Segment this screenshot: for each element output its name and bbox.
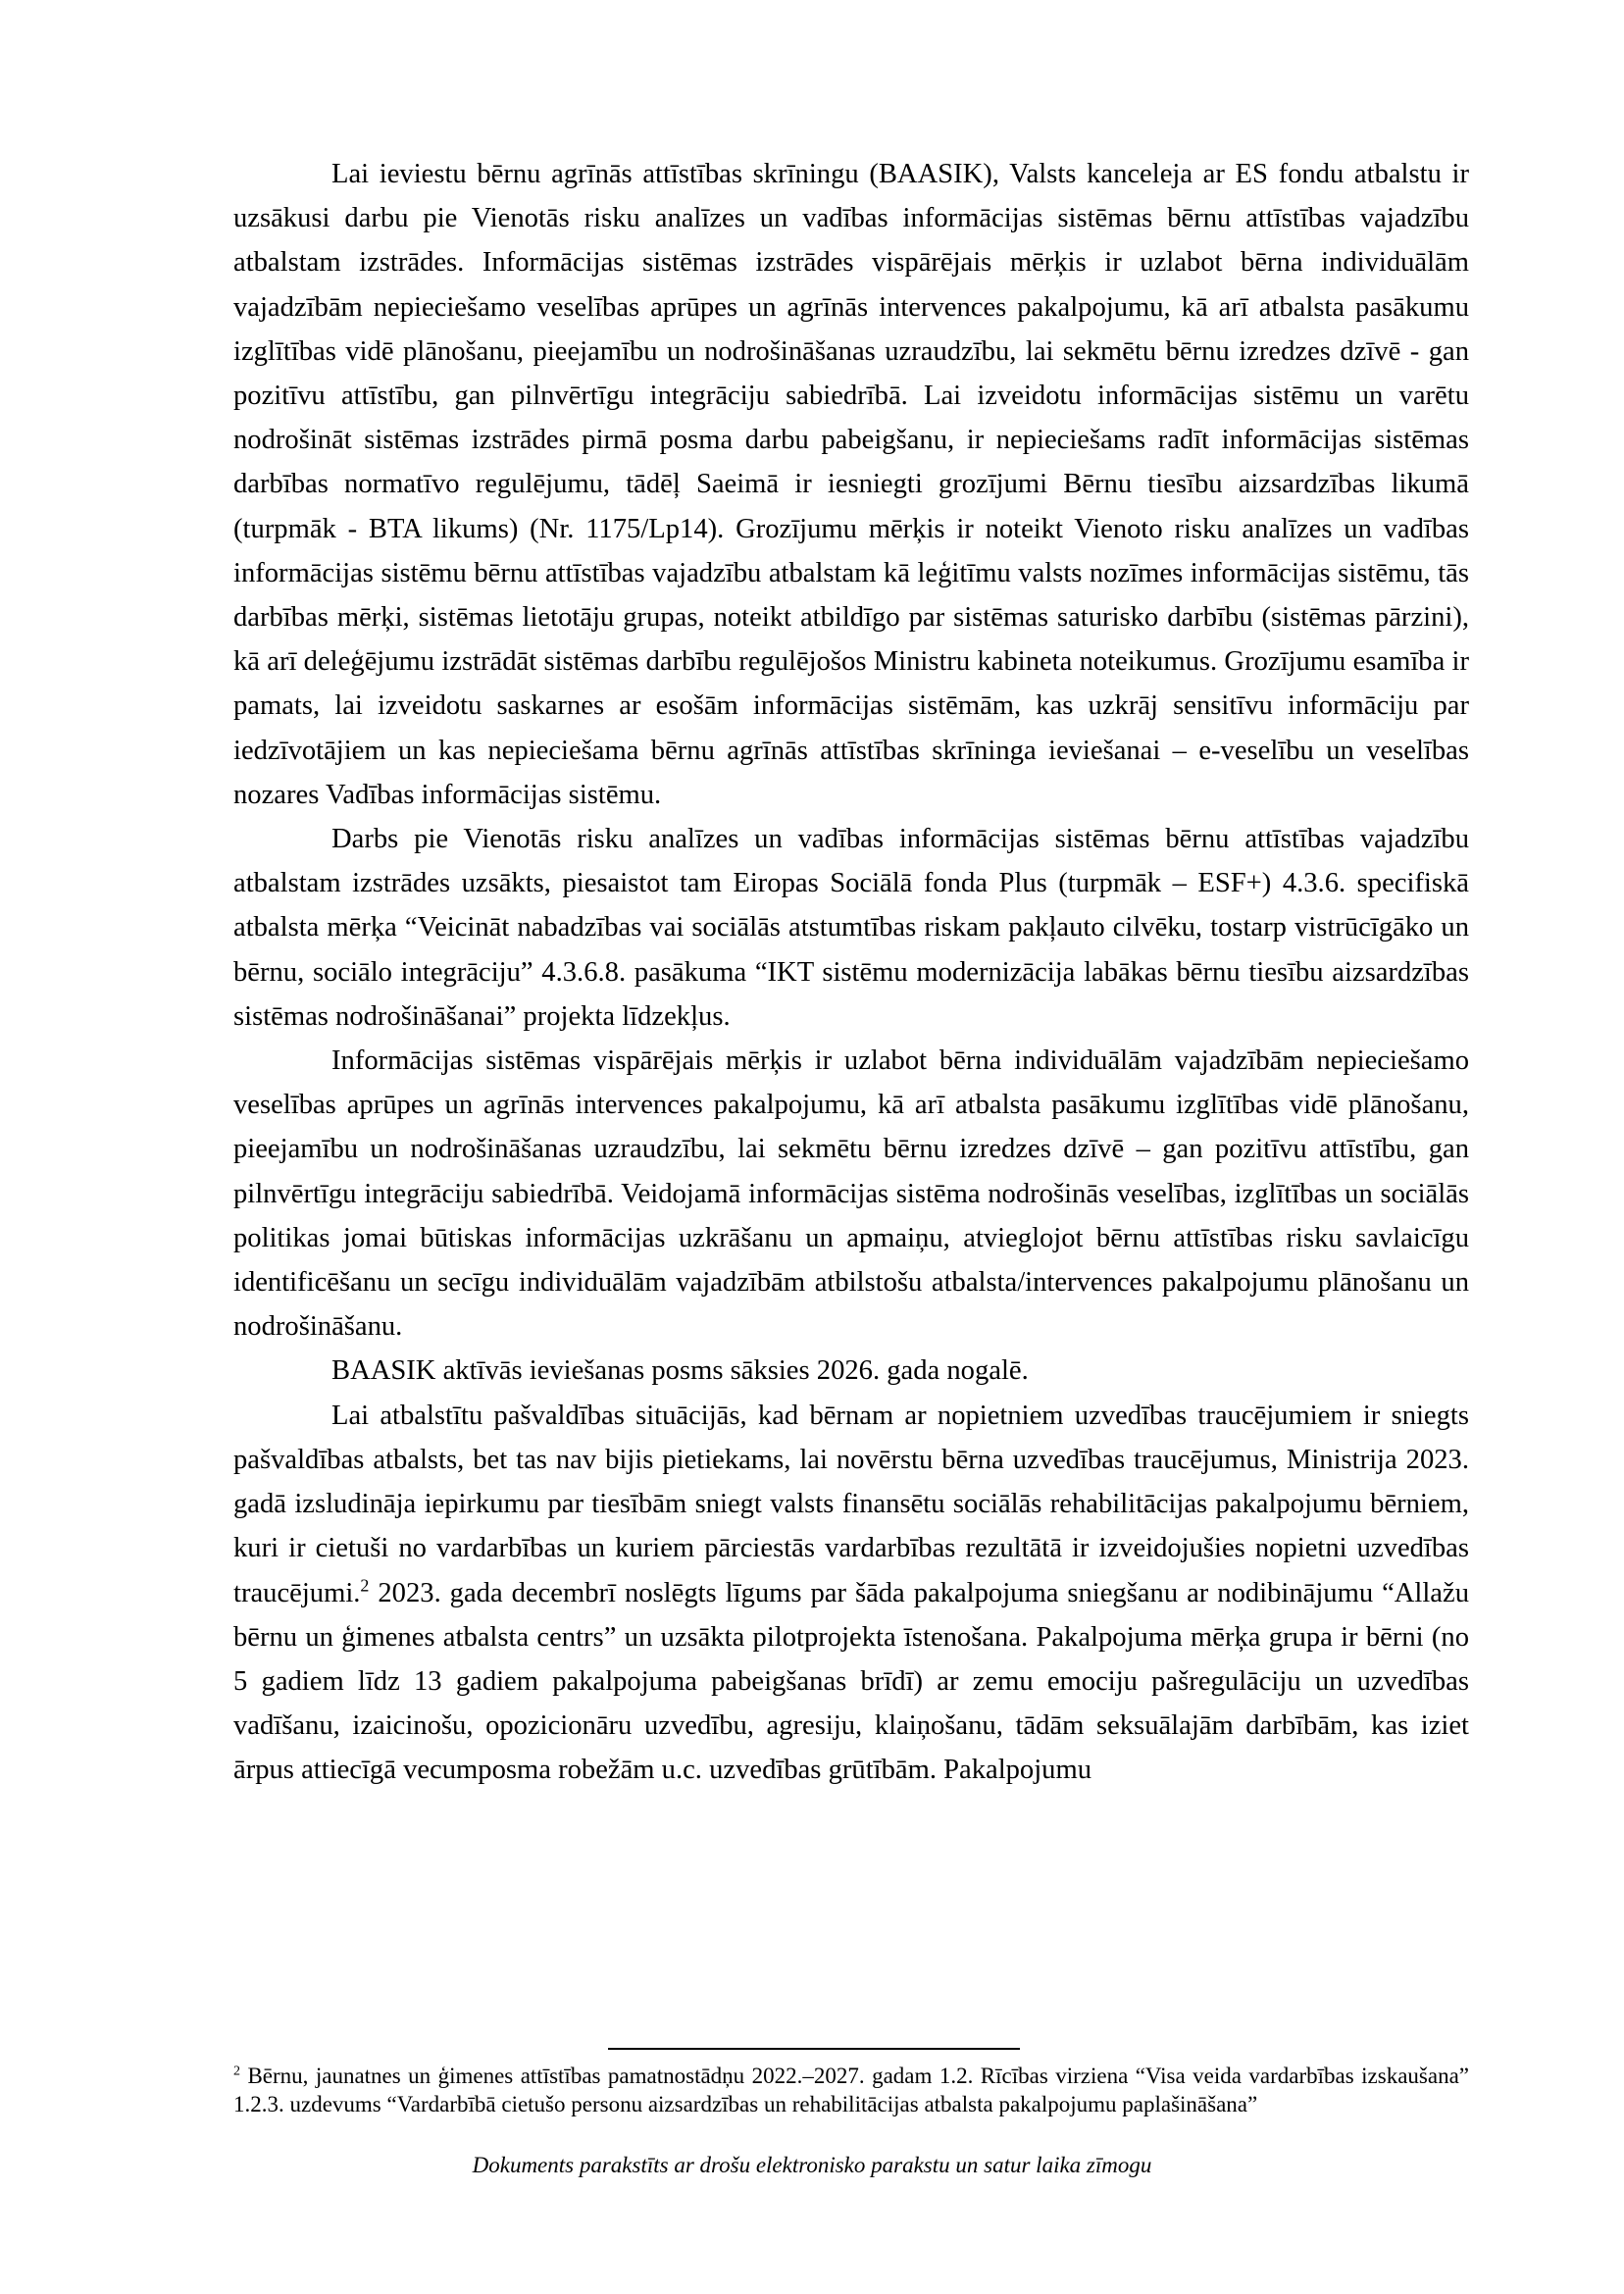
paragraph-text: Darbs pie Vienotās risku analīzes un vadības informācijas sistēmas bērnu attīstības vajadzību atbalstam izstrādes uzsākts, piesaistot tam Eiropas Sociālā fonda Plus (turpmāk – ESF+) 4.3.6. specifiskā atbalsta mērķa “Veicināt nabadzības vai sociālās atstumtības riskam pakļauto cilvēku, tostarp vistrūcīgāko un bērnu, sociālo integrāciju” 4.3.6.8. pasākuma “IKT sistēmu modernizācija labākas bērnu tiesību aizsardzības sistēmas nodrošināšanai” projekta līdzekļus. bbox=[233, 824, 1469, 1032]
paragraph bbox=[233, 1394, 1469, 1793]
paragraph bbox=[233, 817, 1469, 1039]
paragraph bbox=[233, 1039, 1469, 1349]
signature-footer: Dokuments parakstīts ar drošu elektronisko parakstu un satur laika zīmogu bbox=[472, 2153, 1152, 2177]
footnote-marker: 2 bbox=[233, 2064, 240, 2079]
paragraph-text: 2023. gada decembrī noslēgts līgums par šāda pakalpojuma sniegšanu ar nodibinājumu “Allažu bērnu un ģimenes atbalsta centrs” un uzsākta pilotprojekta īstenošana. Pakalpojuma mērķa grupa ir bērni (no 5 gadiem līdz 13 gadiem pakalpojuma pabeigšanas brīdī) ar zemu emociju pašregulāciju un uzvedības vadīšanu, izaicinošu, opozicionāru uzvedību, agresiju, klaiņošanu, tādām seksuālajām darbībām, kas iziet ārpus attiecīgā vecumposma robežām u.c. uzvedības grūtībām. Pakalpojumu bbox=[233, 1577, 1469, 1786]
paragraph bbox=[233, 1349, 1469, 1393]
paragraph-text: Lai ieviestu bērnu agrīnās attīstības skrīningu (BAASIK), Valsts kanceleja ar ES fondu atbalstu ir uzsākusi darbu pie Vienotās risku analīzes un vadības informācijas sistēmas bērnu attīstības vajadzību atbalstam izstrādes. Informācijas sistēmas izstrādes vispārējais mērķis ir uzlabot bērna individuālām vajadzībām nepieciešamo veselības aprūpes un agrīnās intervences pakalpojumu, kā arī atbalsta pasākumu izglītības vidē plānošanu, pieejamību un nodrošināšanas uzraudzību, lai sekmētu bērnu izredzes dzīvē - gan pozitīvu attīstību, gan pilnvērtīgu integrāciju sabiedrībā. Lai izveidotu informācijas sistēmu un varētu nodrošināt sistēmas izstrādes pirmā posma darbu pabeigšanu, ir nepieciešams radīt informācijas sistēmas darbības normatīvo regulējumu, tādēļ Saeimā ir iesniegti grozījumi Bērnu tiesību aizsardzības likumā (turpmāk - BTA likums) (Nr. 1175/Lp14). Grozījumu mērķis ir noteikt Vienoto risku analīzes un vadības informācijas sistēmu bērnu attīstības vajadzību atbalstam kā leģitīmu valsts nozīmes informācijas sistēmu, tās darbības mērķi, sistēmas lietotāju grupas, noteikt atbildīgo par sistēmas saturisko darbību (sistēmas pārzini), kā arī deleģējumu izstrādāt sistēmas darbību regulējošos Ministru kabineta noteikumus. Grozījumu esamība ir pamats, lai izveidotu saskarnes ar esošām informācijas sistēmām, kas uzkrāj sensitīvu informāciju par iedzīvotājiem un kas nepieciešama bērnu agrīnās attīstības skrīninga ieviešanai – e-veselību un veselības nozares Vadības informācijas sistēmu. bbox=[233, 159, 1469, 810]
footnote-text: Bērnu, jaunatnes un ģimenes attīstības pamatnostādņu 2022.–2027. gadam 1.2. Rīcības virziena “Visa veida vardarbības izskaušana” 1.2.3. uzdevums “Vardarbībā cietušo personu aizsardzības un rehabilitācijas atbalsta pakalpojumu paplašināšana” bbox=[233, 2064, 1469, 2116]
footnote-reference[interactable]: 2 bbox=[360, 1574, 370, 1595]
footnote-separator bbox=[608, 2048, 1020, 2050]
paragraph-text: BAASIK aktīvās ieviešanas posms sāksies 2026. gada nogalē. bbox=[331, 1355, 1029, 1387]
paragraph bbox=[233, 152, 1469, 817]
paragraph-text: Informācijas sistēmas vispārējais mērķis ir uzlabot bērna individuālām vajadzībām nepieciešamo veselības aprūpes un agrīnās intervences pakalpojumu, kā arī atbalsta pasākumu izglītības vidē plānošanu, pieejamību un nodrošināšanas uzraudzību, lai sekmētu bērnu izredzes dzīvē – gan pozitīvu attīstību, gan pilnvērtīgu integrāciju sabiedrībā. Veidojamā informācijas sistēma nodrošinās veselības, izglītības un sociālās politikas jomai būtiskas informācijas uzkrāšanu un apmaiņu, atvieglojot bērnu attīstības risku savlaicīgu identificēšanu un secīgu individuālām vajadzībām atbilstošu atbalsta/intervences pakalpojumu plānošanu un nodrošināšanu. bbox=[233, 1045, 1469, 1343]
body-text bbox=[233, 152, 1469, 1793]
footnote bbox=[233, 2062, 1469, 2118]
paragraph-text: Lai atbalstītu pašvaldības situācijās, kad bērnam ar nopietniem uzvedības traucējumiem ir sniegts pašvaldības atbalsts, bet tas nav bijis pietiekams, lai novērstu bērna uzvedības traucējumus, Ministrija 2023. gadā izsludināja iepirkumu par tiesībām sniegt valsts finansētu sociālās rehabilitācijas pakalpojumu bērniem, kuri ir cietuši no vardarbības un kuriem pārciestās vardarbības rezultātā ir izveidojušies nopietni uzvedības traucējumi. bbox=[233, 1400, 1469, 1608]
